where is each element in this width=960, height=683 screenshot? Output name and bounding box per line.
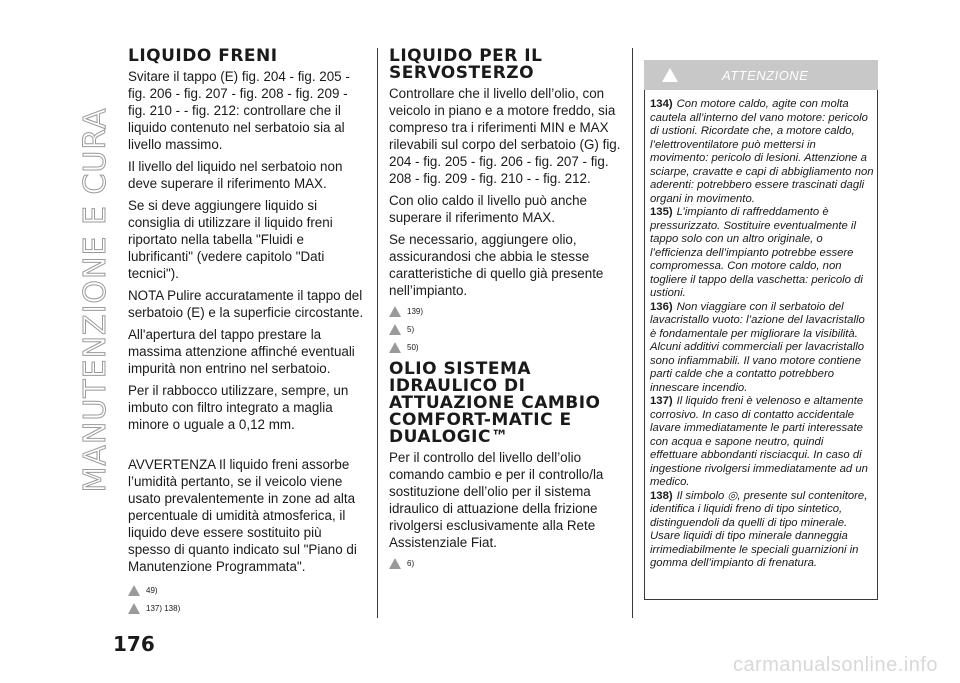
reference-list — [128, 583, 364, 616]
reference-line — [389, 340, 621, 355]
column-divider — [632, 48, 633, 618]
warning-icon — [662, 68, 678, 82]
column-power-steering — [389, 48, 621, 574]
warning-note — [650, 206, 874, 301]
warning-icon — [389, 306, 401, 317]
warning-box-header — [644, 60, 878, 90]
paragraph: Se si deve aggiungere liquido si consiglia di utilizzare il liquido freni riportato nella tabella "Fluidi e lubrificanti" (vedere capitolo "Dati tecnici"). — [128, 198, 333, 281]
paragraph: Per il controllo del livello dell’olio comando cambio e per il controllo/la sostituzione dell’olio per il sistema idraulico di attuazione della frizione rivolgersi esclusivamente alla Rete Assistenziale Fiat. — [389, 450, 604, 550]
warning-note — [650, 395, 874, 490]
warning-note — [650, 301, 874, 396]
warning-note — [650, 98, 874, 206]
reference-number: 5) — [407, 325, 415, 334]
warning-box-title: ATTENZIONE — [722, 67, 809, 83]
reference-line — [389, 556, 621, 571]
reference-line — [128, 583, 364, 598]
warning-box-body — [650, 98, 874, 571]
warning-icon — [128, 585, 140, 596]
reference-line — [389, 322, 621, 337]
paragraph: Se necessario, aggiungere olio, assicurandosi che abbia le stesse caratteristiche di quello già presente nell’impianto. — [389, 232, 604, 298]
reference-list — [389, 556, 621, 571]
note-number: 138) — [650, 489, 673, 502]
note-text: Il simbolo ◎, presente sul contenitore, identifica i liquidi freno di tipo sintetico, distinguendoli da quelli di tipo minerale. Usare liquidi di tipo minerale danneggia irrimediabilmente le speciali guarnizioni in gomma dell’impianto di frenatura. — [650, 489, 868, 569]
column-divider — [377, 48, 378, 618]
paragraph: Con olio caldo il livello può anche superare il riferimento MAX. — [389, 193, 588, 225]
note-number: 134) — [650, 98, 673, 110]
reference-number: 50) — [407, 343, 419, 352]
paragraph-warning-note: AVVERTENZA Il liquido freni assorbe l’umidità pertanto, se il veicolo viene usato prevalentemente in zone ad alta percentuale di umidità atmosferica, il liquido deve essere sostituito più spesso di quanto indicato sul "Piano di Manutenzione Programmata". — [128, 457, 357, 574]
info-icon — [389, 342, 401, 353]
reference-number: 137) 138) — [146, 604, 181, 613]
note-number: 136) — [650, 300, 673, 313]
heading-brake-fluid: LIQUIDO FRENI — [128, 46, 278, 66]
page-number: 176 — [113, 632, 155, 656]
watermark: carmanualsonline.info — [732, 654, 938, 676]
paragraph: All'apertura del tappo prestare la massima attenzione affinché eventuali impurità non entrino nel serbatoio. — [128, 327, 355, 376]
reference-list — [389, 304, 621, 355]
paragraph: Controllare che il livello dell’olio, con veicolo in piano e a motore freddo, sia compreso tra i riferimenti MIN e MAX rilevabili sul corpo del serbatoio (G) fig. 204 - fig. 205 - fig. 206 - fig. 207 - fig. 208 - fig. 209 - fig. 210 - - fig. 212. — [389, 86, 621, 186]
note-text: L’impianto di raffreddamento è pressurizzato. Sostituire eventualmente il tappo solo con un altro originale, o l’efficienza dell’impianto potrebbe essere compromessa. Con motore caldo, non togliere il tappo della vaschetta: pericolo di ustioni. — [650, 206, 863, 299]
paragraph: Svitare il tappo (E) fig. 204 - fig. 205 - fig. 206 - fig. 207 - fig. 208 - fig. 209 - fig. 210 - - fig. 212: controllare che il liquido contenuto nel serbatoio sia al livello massimo. — [128, 69, 350, 152]
note-text: Con motore caldo, agite con molta cautela all’interno del vano motore: pericolo di ustioni. Ricordate che, a motore caldo, l’elettroventilatore può mettersi in movimento: pericolo di lesioni. Attenzione a sciarpe, cravatte e capi di abbigliamento non aderenti: potrebbero essere trascinati dagli organi in movimento. — [650, 98, 874, 205]
info-icon — [389, 558, 401, 569]
column-brake-fluid — [128, 48, 364, 619]
heading-power-steering: LIQUIDO PER IL SERVOSTERZO — [389, 46, 543, 83]
reference-number: 6) — [407, 559, 415, 568]
paragraph: NOTA Pulire accuratamente il tappo del serbatoio (E) e la superficie circostante. — [128, 288, 364, 320]
paragraph: Il livello del liquido nel serbatoio non deve superare il riferimento MAX. — [128, 159, 343, 191]
heading-gearbox-oil: OLIO SISTEMA IDRAULICO DI ATTUAZIONE CAMBIO COMFORT-MATIC E DUALOGIC™ — [389, 359, 601, 447]
note-text: Non viaggiare con il serbatoio del lavacristallo vuoto: l’azione del lavacristallo è fondamentale per migliorare la visibilità. Alcuni additivi commerciali per lavacristallo sono infiammabili. Il vano motore contiene parti calde che a contatto potrebbero innescare incendio. — [650, 300, 865, 394]
reference-number: 139) — [407, 307, 424, 316]
warning-icon — [128, 603, 140, 614]
paragraph: Per il rabbocco utilizzare, sempre, un imbuto con filtro integrato a maglia minore o uguale a 0,12 mm. — [128, 383, 349, 432]
reference-line — [389, 304, 621, 319]
section-title-vertical: MANUTENZIONE E CURA — [78, 107, 113, 493]
warning-note — [650, 490, 874, 571]
reference-line — [128, 601, 364, 616]
note-number: 135) — [650, 206, 673, 218]
note-number: 137) — [650, 395, 673, 407]
info-icon — [389, 324, 401, 335]
note-text: Il liquido freni è velenoso e altamente corrosivo. In caso di contatto accidentale lavare immediatamente le parti interessate con acqua e sapone neutro, quindi effettuare abbondanti risciacqui. In caso di ingestione rivolgersi immediatamente ad un medico. — [650, 395, 868, 488]
reference-number: 49) — [146, 586, 158, 595]
